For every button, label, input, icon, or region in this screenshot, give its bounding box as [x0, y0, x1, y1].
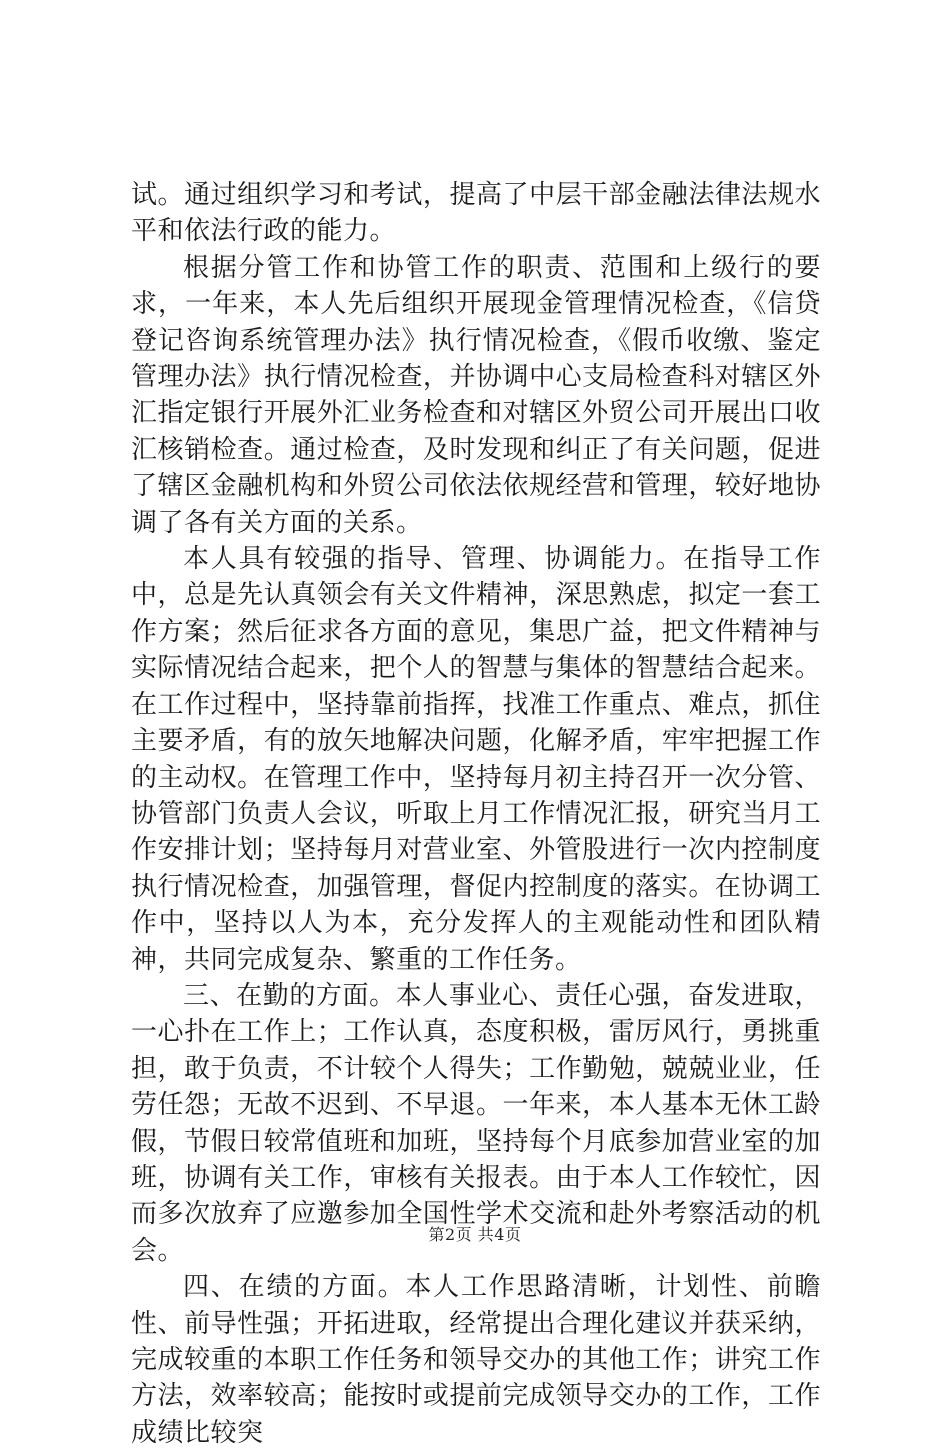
document-body	[131, 177, 821, 1451]
paragraph-continued: 试。通过组织学习和考试，提高了中层干部金融法律法规水平和依法行政的能力。	[131, 180, 821, 247]
paragraph-inspections: 根据分管工作和协管工作的职责、范围和上级行的要求，一年来，本人先后组织开展现金管理情况检查，《信贷登记咨询系统管理办法》执行情况检查，《假币收缴、鉴定管理办法》执行情况检查，并协调中心支局检查科对辖区外汇指定银行开展外汇业务检查和对辖区外贸公司开展出口收汇核销检查。通过检查，及时发现和纠正了有关问题，促进了辖区金融机构和外贸公司依法依规经营和管理，较好地协调了各有关方面的关系。	[131, 252, 821, 538]
paragraph-performance: 四、在绩的方面。本人工作思路清晰，计划性、前瞻性、前导性强；开拓进取，经常提出合理化建议并获采纳，完成较重的本职工作任务和领导交办的其他工作；讲究工作方法，效率较高；能按时或提前完成领导交办的工作，工作成绩比较突	[131, 1272, 821, 1448]
paragraph-leadership-ability: 本人具有较强的指导、管理、协调能力。在指导工作中，总是先认真领会有关文件精神，深思熟虑，拟定一套工作方案；然后征求各方面的意见，集思广益，把文件精神与实际情况结合起来，把个人的智慧与集体的智慧结合起来。在工作过程中，坚持靠前指挥，找准工作重点、难点，抓住主要矛盾，有的放矢地解决问题，化解矛盾，牢牢把握工作的主动权。在管理工作中，坚持每月初主持召开一次分管、协管部门负责人会议，听取上月工作情况汇报，研究当月工作安排计划；坚持每月对营业室、外管股进行一次内控制度执行情况检查，加强管理，督促内控制度的落实。在协调工作中，坚持以人为本，充分发挥人的主观能动性和团队精神，共同完成复杂、繁重的工作任务。	[131, 544, 821, 975]
page-footer: 第2页 共4页	[428, 1225, 522, 1244]
paragraph-diligence: 三、在勤的方面。本人事业心、责任心强，奋发进取，一心扑在工作上；工作认真，态度积极，雷厉风行，勇挑重担，敢于负责，不计较个人得失；工作勤勉，兢兢业业，任劳任怨；无故不迟到、不早退。一年来，本人基本无休工龄假，节假日较常值班和加班，坚持每个月底参加营业室的加班，协调有关工作，审核有关报表。由于本人工作较忙，因而多次放弃了应邀参加全国性学术交流和赴外考察活动的机会。	[131, 980, 821, 1266]
